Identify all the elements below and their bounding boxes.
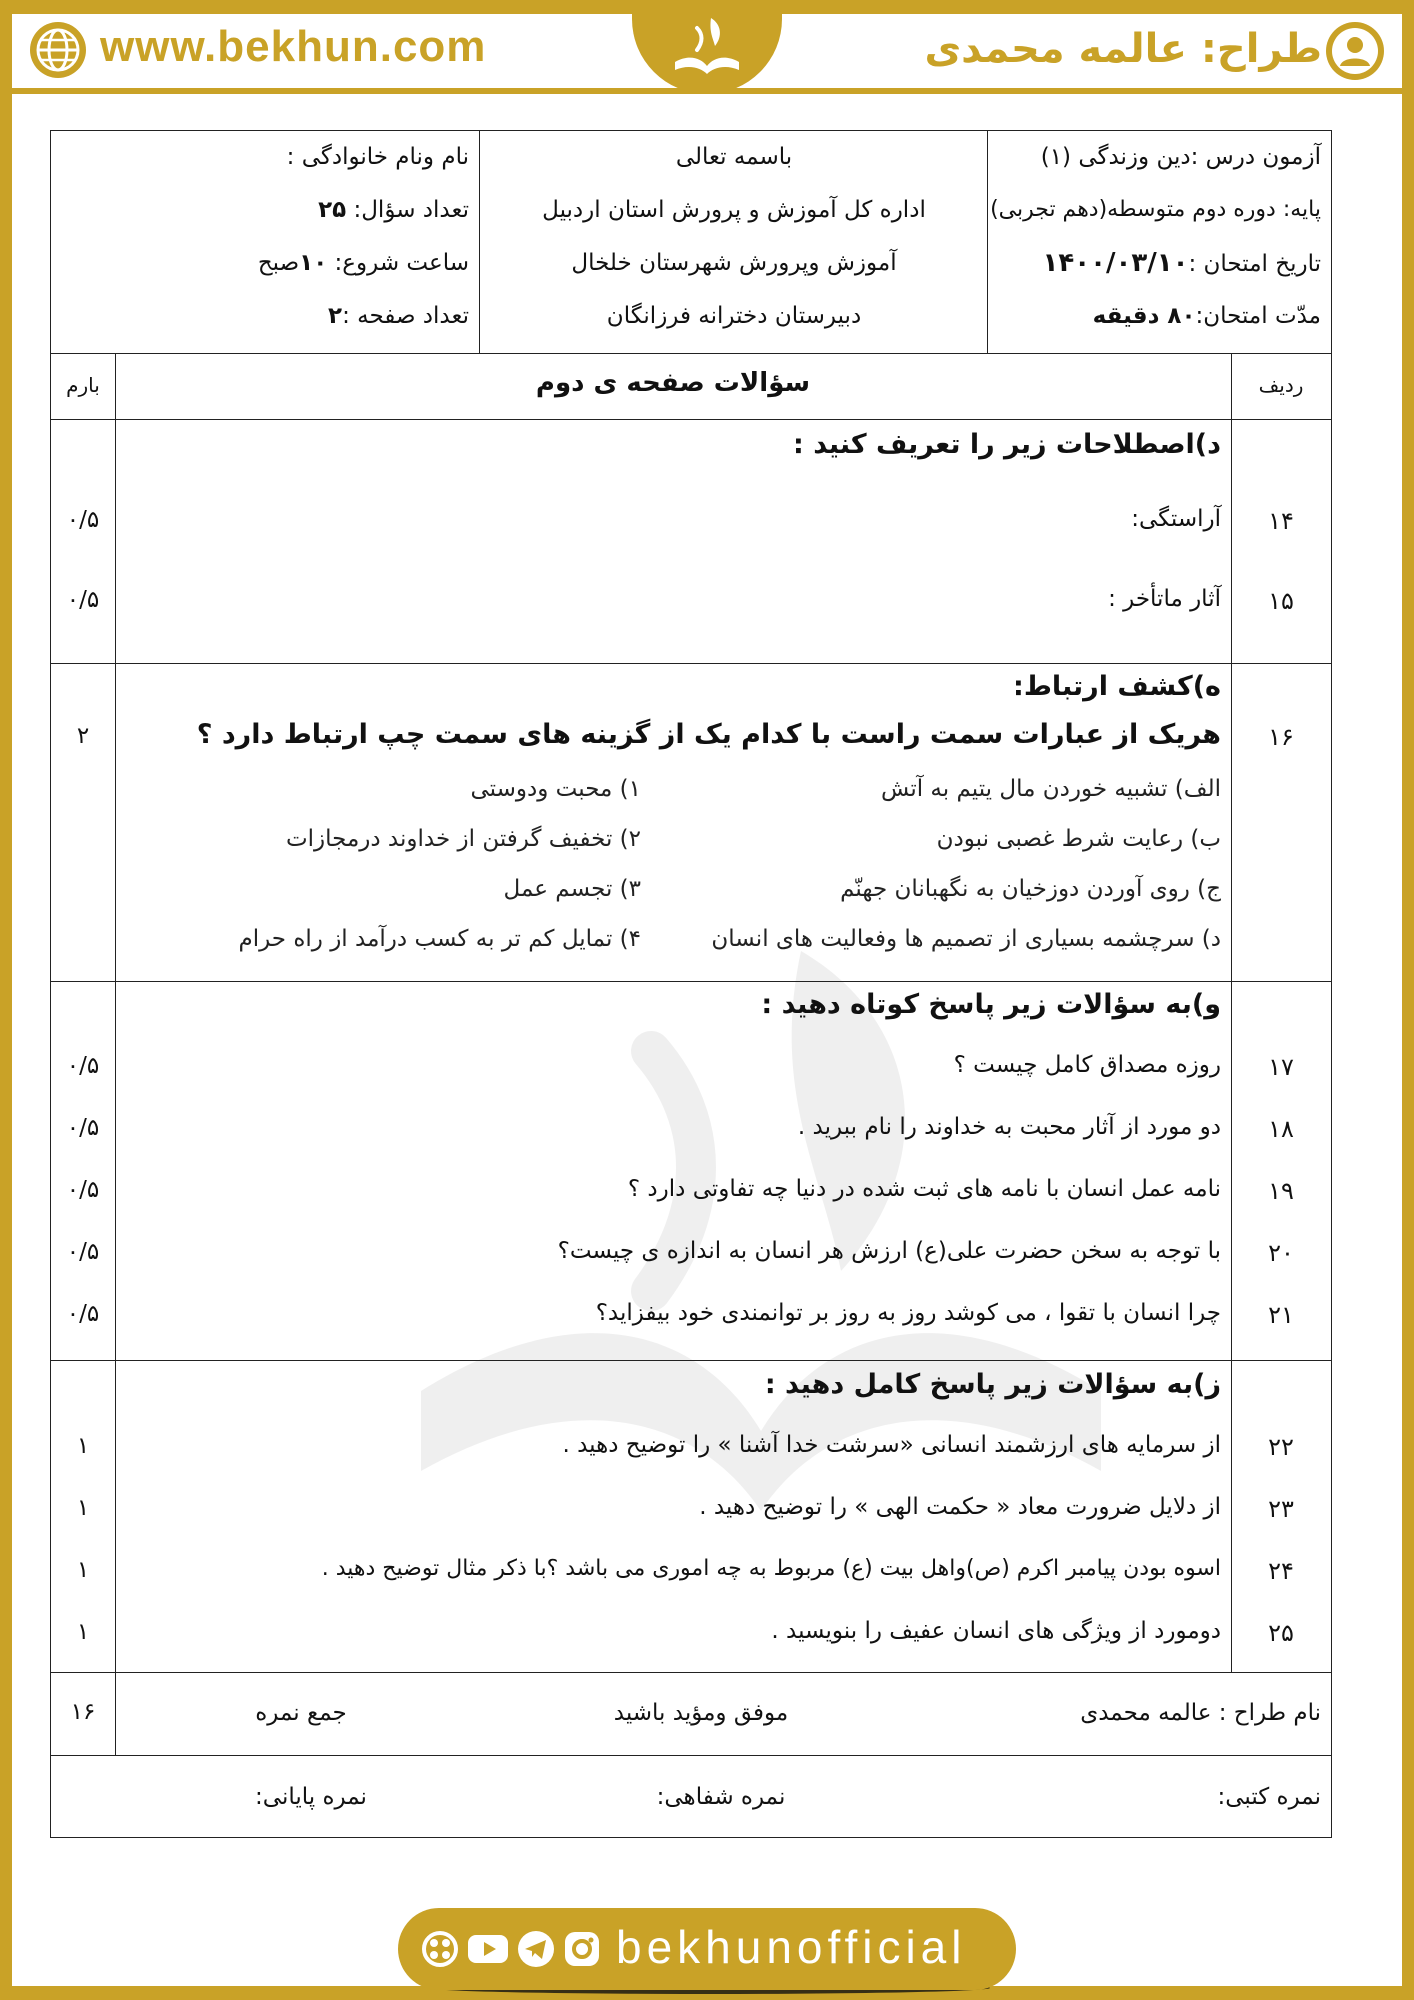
question-number: ۲۴ xyxy=(1268,1557,1294,1585)
question-text: دومورد از ویژگی های انسان عفیف را بنویسید . xyxy=(771,1618,1221,1644)
aparat-icon[interactable] xyxy=(420,1929,460,1969)
wish-text: موفق ومؤید باشید xyxy=(613,1700,789,1726)
question-number: ۱۵ xyxy=(1268,587,1294,615)
match-right-item: ب) رعایت شرط غصبی نبودن xyxy=(936,826,1221,852)
book-logo-icon xyxy=(667,10,747,88)
question-text: آراستگی: xyxy=(1131,506,1221,532)
divider xyxy=(1231,353,1232,1672)
youtube-icon[interactable] xyxy=(466,1929,510,1969)
section-h-title: ه)کشف ارتباط: xyxy=(1013,671,1221,702)
question-number: ۲۳ xyxy=(1268,1495,1294,1523)
oral-grade-label: نمره شفاهی: xyxy=(656,1784,786,1810)
divider xyxy=(115,353,116,1755)
exam-date-label: تاریخ امتحان : xyxy=(1188,251,1321,277)
frame-left xyxy=(0,0,12,2000)
exam-duration xyxy=(1001,300,1321,332)
match-left-item: ۲) تخفیف گرفتن از خداوند درمجازات xyxy=(285,826,641,852)
question-number: ۱۶ xyxy=(1268,723,1294,751)
designer-heading: طراح: عالمه محمدی xyxy=(924,26,1322,72)
question-score: ۰/۵ xyxy=(66,587,100,613)
divider xyxy=(51,981,1331,982)
question-text: از دلایل ضرورت معاد « حکمت الهی » را توضیح دهید . xyxy=(699,1494,1221,1520)
exam-duration-value: ۸۰ دقیقه xyxy=(1092,303,1196,329)
divider xyxy=(51,1755,1331,1756)
question-number: ۱۸ xyxy=(1268,1115,1294,1143)
question-text: نامه عمل انسان با نامه های ثبت شده در دنیا چه تفاوتی دارد ؟ xyxy=(627,1176,1221,1202)
page-questions-title: سؤالات صفحه ی دوم xyxy=(535,368,811,398)
question-score: ۱ xyxy=(76,1495,90,1521)
telegram-icon[interactable] xyxy=(516,1929,556,1969)
question-number: ۲۲ xyxy=(1268,1433,1294,1461)
school-line: دبیرستان دخترانه فرزانگان xyxy=(606,303,862,329)
divider xyxy=(51,1360,1331,1361)
section-z-title: ز)به سؤالات زیر پاسخ کامل دهید : xyxy=(764,1369,1221,1400)
written-grade-label: نمره کتبی: xyxy=(1217,1784,1321,1810)
question-score: ۰/۵ xyxy=(66,507,100,533)
total-score-label: جمع نمره xyxy=(255,1700,347,1726)
exam-sheet xyxy=(50,130,1332,1838)
exam-grade: پایه: دوره دوم متوسطه(دهم تجربی) xyxy=(990,197,1321,222)
globe-icon xyxy=(28,20,88,80)
exam-duration-label: مدّت امتحان: xyxy=(1195,303,1321,329)
site-url[interactable]: www.bekhun.com xyxy=(100,22,487,71)
question-text: از سرمایه های ارزشمند انسانی «سرشت خدا آشنا » را توضیح دهید . xyxy=(562,1432,1221,1458)
section-v-title: و)به سؤالات زیر پاسخ کوتاه دهید : xyxy=(761,989,1221,1020)
page-count-value: ۲ xyxy=(328,303,343,329)
instagram-icon[interactable] xyxy=(562,1929,602,1969)
question-number: ۲۰ xyxy=(1268,1239,1294,1267)
section-d-title: د)اصطلاحات زیر را تعریف کنید : xyxy=(793,429,1221,460)
question-text: آثار ماتأخر : xyxy=(1108,586,1221,612)
department-line: آموزش وپرورش شهرستان خلخال xyxy=(571,250,897,276)
question-score: ۰/۵ xyxy=(66,1053,100,1079)
student-name-label: نام ونام خانوادگی : xyxy=(286,144,469,170)
question-number: ۱۷ xyxy=(1268,1053,1294,1081)
page-count-label: تعداد صفحه : xyxy=(342,303,469,329)
question-score: ۱ xyxy=(76,1557,90,1583)
page-count xyxy=(51,300,469,332)
footer-handle[interactable]: bekhunofficial xyxy=(616,1921,967,1973)
divider xyxy=(51,353,1331,354)
match-right-item: الف) تشبیه خوردن مال یتیم به آتش xyxy=(881,776,1221,802)
question-count-value: ۲۵ xyxy=(318,197,347,223)
user-icon xyxy=(1324,20,1386,82)
total-score-value: ۱۶ xyxy=(70,1699,96,1725)
question-score: ۰/۵ xyxy=(66,1177,100,1203)
column-score: بارم xyxy=(66,373,100,397)
question-text: روزه مصداق کامل چیست ؟ xyxy=(953,1052,1221,1078)
question-score: ۰/۵ xyxy=(66,1239,100,1265)
start-time xyxy=(51,247,469,279)
question-text: هریک از عبارات سمت راست با کدام یک از گزینه های سمت چپ ارتباط دارد ؟ xyxy=(196,719,1221,750)
final-grade-label: نمره پایانی: xyxy=(255,1784,367,1810)
divider xyxy=(987,131,988,353)
question-text: چرا انسان با تقوا ، می کوشد روز به روز بر توانمندی خود بیفزاید؟ xyxy=(595,1300,1221,1326)
designer-name: نام طراح : عالمه محمدی xyxy=(1080,1700,1321,1726)
question-score: ۱ xyxy=(76,1619,90,1645)
question-score: ۱ xyxy=(76,1433,90,1459)
start-time-suffix: صبح xyxy=(257,250,300,276)
question-number: ۱۴ xyxy=(1268,507,1294,535)
question-text: با توجه به سخن حضرت علی(ع) ارزش هر انسان به اندازه ی چیست؟ xyxy=(557,1238,1221,1264)
match-right-item: ج) روی آوردن دوزخیان به نگهبانان جهنّم xyxy=(840,876,1221,902)
match-left-item: ۳) تجسم عمل xyxy=(503,876,641,902)
question-score: ۲ xyxy=(76,723,90,749)
frame-right xyxy=(1402,0,1414,2000)
org-line: اداره کل آموزش و پرورش استان اردبیل xyxy=(542,197,926,223)
exam-date-value: ۱۴۰۰/۰۳/۱۰ xyxy=(1042,248,1189,278)
column-row: ردیف xyxy=(1258,373,1304,397)
divider xyxy=(51,663,1331,664)
match-left-item: ۴) تمایل کم تر به کسب درآمد از راه حرام xyxy=(238,926,641,952)
question-number: ۲۱ xyxy=(1268,1301,1294,1329)
question-score: ۰/۵ xyxy=(66,1301,100,1327)
exam-date xyxy=(1001,247,1321,280)
divider xyxy=(479,131,480,353)
question-score: ۰/۵ xyxy=(66,1115,100,1141)
divider xyxy=(51,1672,1331,1673)
basmala: باسمه تعالی xyxy=(675,144,793,170)
question-number: ۲۵ xyxy=(1268,1619,1294,1647)
question-count-label: تعداد سؤال: xyxy=(353,197,469,223)
match-left-item: ۱) محبت ودوستی xyxy=(470,776,641,802)
social-footer xyxy=(398,1908,1016,1990)
start-time-label: ساعت شروع: xyxy=(334,250,469,276)
question-text: اسوه بودن پیامبر اکرم (ص)واهل بیت (ع) مربوط به چه اموری می باشد ؟با ذکر مثال توضیح دهید . xyxy=(321,1556,1221,1581)
divider xyxy=(51,419,1331,420)
question-count xyxy=(51,194,469,226)
match-right-item: د) سرچشمه بسیاری از تصمیم ها وفعالیت های انسان xyxy=(711,926,1221,952)
start-time-value: ۱۰ xyxy=(299,250,328,276)
exam-subject: آزمون درس :دین وزندگی (۱) xyxy=(1040,144,1321,170)
question-number: ۱۹ xyxy=(1268,1177,1294,1205)
question-text: دو مورد از آثار محبت به خداوند را نام ببرید . xyxy=(797,1114,1221,1140)
